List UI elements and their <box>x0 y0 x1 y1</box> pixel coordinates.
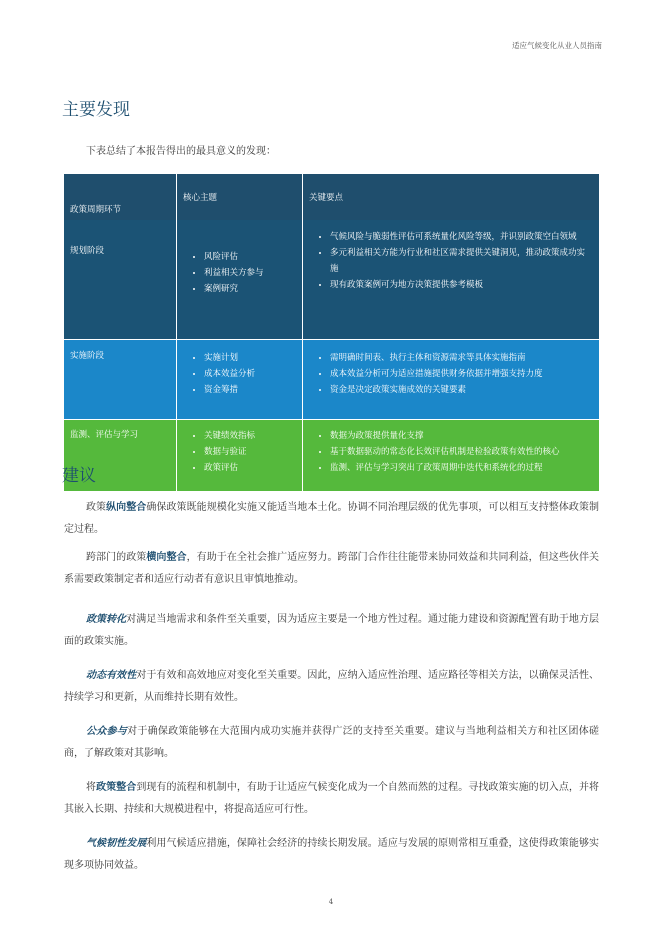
theme-item: • 数据与验证 <box>204 444 295 460</box>
table-row-implementation <box>64 340 599 420</box>
points-cell <box>303 220 600 340</box>
stage-cell: 实施阶段 <box>64 340 177 420</box>
header-theme: 核心主题 <box>177 174 303 220</box>
recommendation-paragraph: 政策转化对满足当地需求和条件至关重要，因为适应主要是一个地方性过程。通过能力建设和资源配置有助于地方层面的政策实施。 <box>64 614 600 647</box>
point-item: • 现有政策案例可为地方决策提供参考模板 <box>330 277 592 293</box>
theme-item: • 资金筹措 <box>204 382 295 398</box>
stage-cell: 规划阶段 <box>64 220 177 340</box>
recommendation-paragraph: 公众参与对于确保政策能够在大范围内成功实施并获得广泛的支持至关重要。建议与当地利益相关方和社区团体磋商，了解政策对其影响。 <box>64 726 600 759</box>
theme-item: • 关键绩效指标 <box>204 428 295 444</box>
keyword: 动态有效性 <box>86 670 137 681</box>
findings-intro: 下表总结了本报告得出的最具意义的发现： <box>86 146 276 157</box>
theme-item: • 政策评估 <box>204 460 295 476</box>
section-title-findings: 主要发现 <box>62 100 130 120</box>
header-stage: 政策周期环节 <box>64 174 177 220</box>
findings-table <box>64 174 599 492</box>
keyword: 气候韧性发展 <box>86 838 147 849</box>
themes-cell <box>177 420 303 492</box>
keyword: 纵向整合 <box>106 502 147 513</box>
point-item: • 资金是决定政策实施成效的关键要素 <box>330 382 592 398</box>
recommendation-paragraph: 气候韧性发展利用气候适应措施，保障社会经济的持续长期发展。适应与发展的原则常相互重叠，这使得政策能够实现多项协同效益。 <box>64 838 600 871</box>
table-row-planning <box>64 220 599 340</box>
keyword: 横向整合 <box>146 552 187 563</box>
point-item: • 多元利益相关方能为行业和社区需求提供关键洞见，推动政策成功实施 <box>330 245 592 277</box>
running-header: 适应气候变化从业人员指南 <box>512 41 602 50</box>
table-row-mel <box>64 420 599 492</box>
theme-item: • 成本效益分析 <box>204 366 295 382</box>
point-item: • 监测、评估与学习突出了政策周期中迭代和系统化的过程 <box>330 460 592 476</box>
themes-cell <box>177 340 303 420</box>
stage-cell: 监测、评估与学习 <box>64 420 177 492</box>
points-cell <box>303 420 600 492</box>
points-cell <box>303 340 600 420</box>
keyword: 公众参与 <box>86 726 128 737</box>
theme-item: • 案例研究 <box>204 281 295 297</box>
theme-item: • 实施计划 <box>204 350 295 366</box>
recommendation-paragraph: 将政策整合到现有的流程和机制中，有助于让适应气候变化成为一个自然而然的过程。寻找政策实施的切入点，并将其嵌入长期、持续和大规模进程中，将提高适应可行性。 <box>64 782 600 815</box>
section-title-recommendations: 建议 <box>62 466 96 486</box>
header-points: 关键要点 <box>303 174 600 220</box>
keyword: 政策转化 <box>86 614 127 625</box>
table-header-row <box>64 174 599 220</box>
page-number: 4 <box>328 898 334 906</box>
point-item: • 数据为政策提供量化支撑 <box>330 428 592 444</box>
theme-item: • 风险评估 <box>204 249 295 265</box>
point-item: • 气候风险与脆弱性评估可系统量化风险等级，并识别政策空白领域 <box>330 229 592 245</box>
point-item: • 成本效益分析可为适应措施提供财务依据并增强支持力度 <box>330 366 592 382</box>
recommendation-paragraph: 动态有效性对于有效和高效地应对变化至关重要。因此，应纳入适应性治理、适应路径等相关方法，以确保灵活性、持续学习和更新，从而维持长期有效性。 <box>64 670 600 703</box>
recommendation-paragraph: 跨部门的政策横向整合，有助于在全社会推广适应努力。跨部门合作往往能带来协同效益和共同利益，但这些伙伴关系需要政策制定者和适应行动者有意识且审慎地推动。 <box>64 552 600 585</box>
theme-item: • 利益相关方参与 <box>204 265 295 281</box>
point-item: • 需明确时间表、执行主体和资源需求等具体实施指南 <box>330 350 592 366</box>
recommendation-paragraph: 政策纵向整合确保政策既能规模化实施又能适当地本土化。协调不同治理层级的优先事项，可以相互支持整体政策制定过程。 <box>64 502 600 535</box>
keyword: 政策整合 <box>96 782 137 793</box>
themes-cell <box>177 220 303 340</box>
point-item: • 基于数据驱动的常态化长效评估机制是检验政策有效性的核心 <box>330 444 592 460</box>
